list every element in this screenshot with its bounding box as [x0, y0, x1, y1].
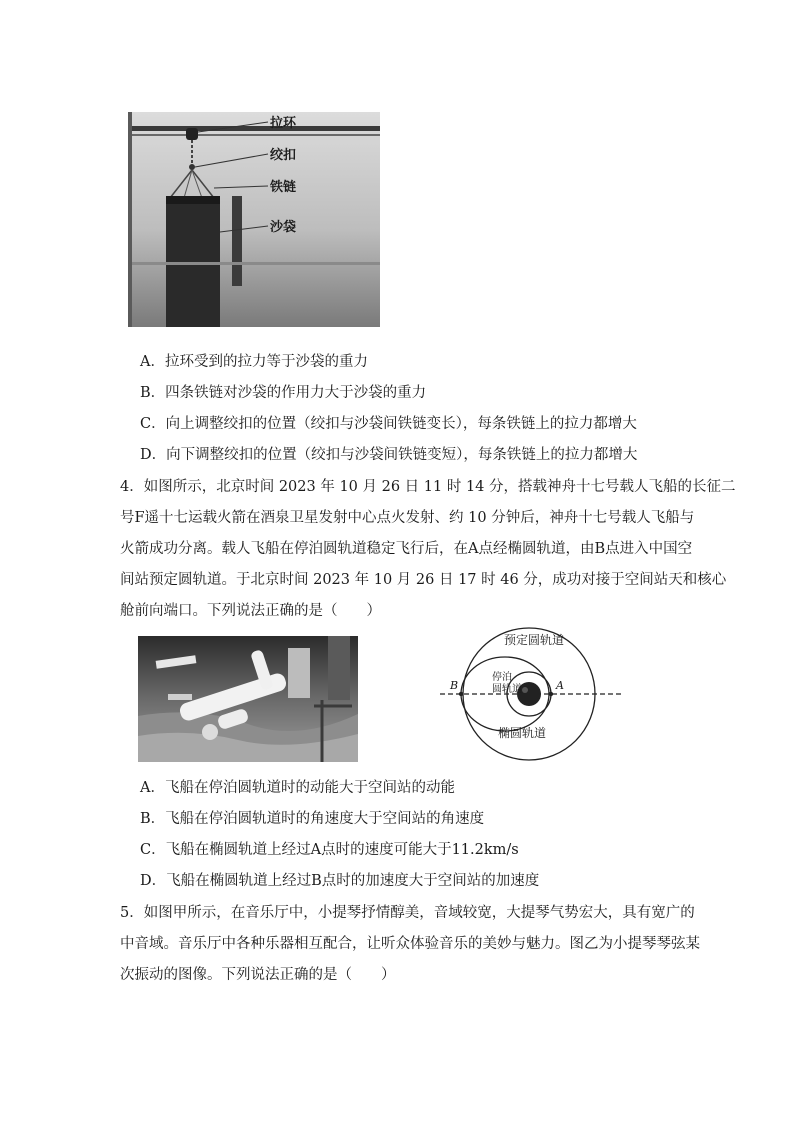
q4-option-c: C．飞船在椭圆轨道上经过A点时的速度可能大于11.2km/s — [140, 842, 519, 858]
q4-line-2: 号F遥十七运载火箭在酒泉卫星发射中心点火发射、约 10 分钟后，神舟十七号载人飞船与 — [120, 510, 695, 526]
space-station-photo — [138, 636, 358, 762]
orbit-diagram — [436, 626, 626, 766]
q5-line-2: 中音域。音乐厅中各种乐器相互配合，让听众体验音乐的美妙与魅力。图乙为小提琴琴弦某 — [120, 936, 700, 952]
q4-line-4: 间站预定圆轨道。于北京时间 2023 年 10 月 26 日 17 时 46 分，成功对接于空间站天和核心 — [120, 572, 727, 588]
q3-option-a: A．拉环受到的拉力等于沙袋的重力 — [140, 354, 368, 370]
q4-option-a: A．飞船在停泊圆轨道时的动能大于空间站的动能 — [140, 780, 455, 796]
q4-line-1: 4．如图所示，北京时间 2023 年 10 月 26 日 11 时 14 分，搭载神舟十七号载人飞船的长征二 — [120, 479, 736, 495]
q4-option-d: D．飞船在椭圆轨道上经过B点时的加速度大于空间站的加速度 — [140, 873, 540, 889]
sandbag-photo-drawing — [128, 112, 380, 327]
sandbag-label: 沙袋 — [270, 220, 297, 235]
space-station-drawing — [138, 636, 358, 762]
point-a-label: A — [556, 679, 564, 692]
chain-label: 铁链 — [270, 180, 297, 195]
q3-option-b: B．四条铁链对沙袋的作用力大于沙袋的重力 — [140, 385, 427, 401]
q4-line-5: 舱前向端口。下列说法正确的是（ ） — [120, 603, 381, 619]
q4-line-3: 火箭成功分离。载人飞船在停泊圆轨道稳定飞行后，在A点经椭圆轨道，由B点进入中国空 — [120, 541, 693, 557]
parking-orbit-label-2: 圆轨道 — [492, 684, 522, 695]
point-b-label: B — [450, 679, 459, 692]
q3-option-c: C．向上调整绞扣的位置（绞扣与沙袋间铁链变长），每条铁链上的拉力都增大 — [140, 416, 637, 432]
swivel-label: 绞扣 — [270, 148, 297, 163]
sandbag-photo — [128, 112, 380, 327]
q3-option-d: D．向下调整绞扣的位置（绞扣与沙袋间铁链变短），每条铁链上的拉力都增大 — [140, 447, 638, 463]
ring-label: 拉环 — [270, 116, 297, 131]
target-orbit-label: 预定圆轨道 — [504, 633, 565, 647]
q5-line-3: 次振动的图像。下列说法正确的是（ ） — [120, 967, 396, 983]
parking-orbit-label-1: 停泊 — [492, 672, 512, 683]
q4-option-b: B．飞船在停泊圆轨道时的角速度大于空间站的角速度 — [140, 811, 485, 827]
ellipse-orbit-label: 椭圆轨道 — [498, 726, 547, 740]
q5-line-1: 5．如图甲所示，在音乐厅中，小提琴抒情醇美，音域较宽，大提琴气势宏大，具有宽广的 — [120, 905, 695, 921]
